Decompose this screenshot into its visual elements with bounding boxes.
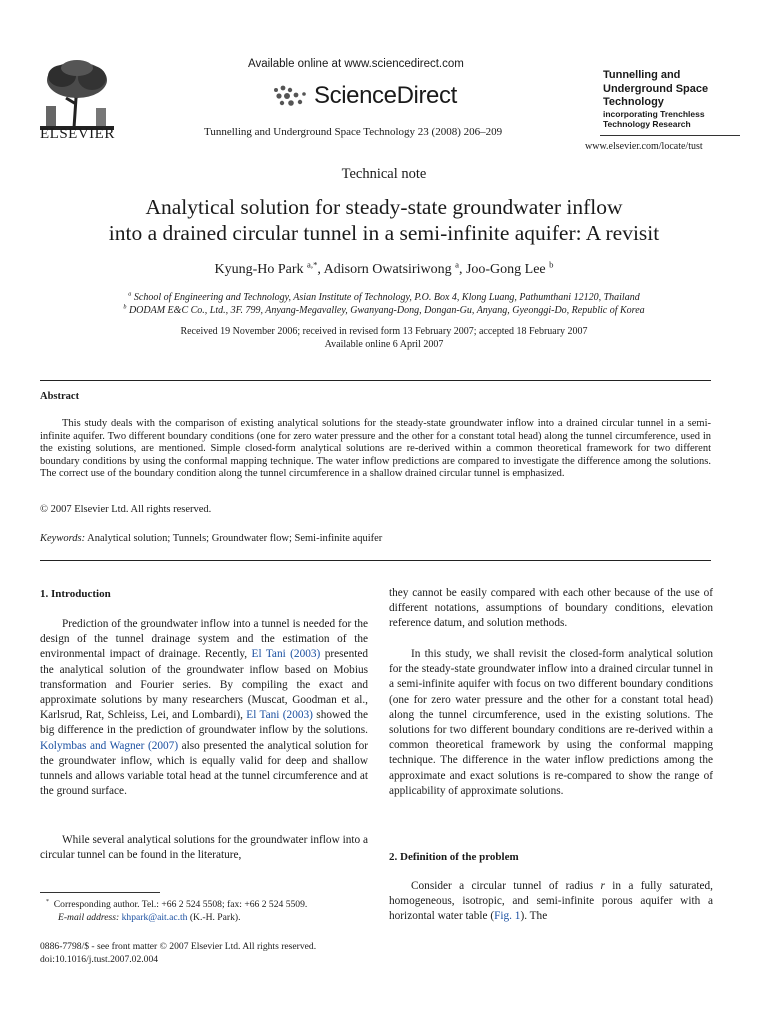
footnote-mark: * — [46, 898, 49, 905]
author-name[interactable]: Kyung-Ho Park — [214, 262, 304, 277]
footnote-corresponding — [46, 899, 307, 912]
text-run: in a fully saturated, homogeneous, isotropic, and semi-infinite porous aquifer with a horizontal water table ( — [389, 880, 713, 923]
text-run: ). The — [520, 910, 548, 923]
right-paragraph-2 — [389, 647, 713, 799]
author-name[interactable]: Joo-Gong Lee — [465, 262, 546, 277]
figure-link[interactable]: Fig. 1 — [494, 910, 521, 923]
text-run: showed the big difference in the prediction of groundwater inflow by the solutions. — [40, 709, 368, 737]
journal-title: Tunnelling and Underground Space Technology — [603, 69, 709, 108]
received-dates: Received 19 November 2006; received in revised form 13 February 2007; accepted 18 February 2007 — [180, 326, 588, 337]
email-link[interactable]: khpark@ait.ac.th — [121, 912, 188, 923]
affiliation-mark: a — [128, 290, 132, 298]
elsevier-tree-logo — [40, 58, 114, 130]
journal-url[interactable]: www.elsevier.com/locate/tust — [585, 141, 703, 152]
doi-line[interactable]: doi:10.1016/j.tust.2007.02.004 — [40, 954, 159, 965]
left-paragraph-2 — [40, 833, 368, 863]
author-affiliation-mark: b — [549, 259, 554, 270]
paragraph: they cannot be easily compared with each other because of the use of different notations, assumptions of boundary conditions, elevation reference datum, and solution methods. — [389, 587, 713, 630]
paragraph: While several analytical solutions for the groundwater inflow into a circular tunnel can be found in the literature, — [40, 834, 368, 862]
paragraph — [40, 617, 368, 799]
abstract-heading: Abstract — [40, 391, 80, 402]
author-affiliation-mark: a,* — [307, 259, 318, 270]
keywords-list: Analytical solution; Tunnels; Groundwater flow; Semi-infinite aquifer — [87, 533, 383, 544]
abstract-bottom-rule — [40, 560, 711, 561]
paragraph: In this study, we shall revisit the closed-form analytical solution for the steady-state groundwater inflow into a drained circular tunnel in a semi-infinite aquifer with focus on two different boundary conditions (one for zero water pressure and the other for a constant total head) along the tunnel circumference, used in the existing solutions. The solutions for two different boundary conditions are re-derived within a common theoretical framework by using the conformal mapping technique. The difference in the water inflow predictions among the approximate and exact solutions is re-compared to show the range of applicability of approximate solutions. — [389, 648, 713, 797]
paragraph — [389, 879, 713, 925]
affiliation-a — [0, 292, 768, 303]
journal-rule — [600, 135, 740, 136]
keywords — [40, 533, 382, 544]
footnote-rule — [40, 892, 160, 893]
text-run: Consider a circular tunnel of radius — [411, 880, 601, 892]
author-name[interactable]: Adisorn Owatsiriwong — [323, 262, 452, 277]
author-affiliation-mark: a — [455, 259, 459, 270]
article-type: Technical note — [341, 166, 427, 182]
abstract-text: This study deals with the comparison of existing analytical solutions for the steady-state groundwater inflow into a drained circular tunnel in a semi-infinite aquifer. Two different boundary conditions (one for zero water pressure and the other for a constant total head) along the tunnel circumference, used in the existing solutions, are mentioned. Simple closed-form analytical solutions are re-derived within a common theoretical framework for two different boundary conditions by using the conformal mapping technique. The water inflow predictions are compared to investigate the difference among the solutions. The correct use of the boundary condition along the tunnel circumference in a shallow drained circular tunnel is emphasized. — [40, 418, 711, 480]
author-list: Kyung-Ho Park $^{a,*}$, Adisorn Owatsiriwong $^a$, Joo-Gong Lee $^b$ — [214, 259, 554, 277]
text-run: also presented the analytical solution for the groundwater inflow, which is equally valid for deep and shallow tunnels and allows variable total head at the tunnel circumference and at the ground surface. — [40, 739, 369, 798]
reference-link[interactable]: Kolymbas and Wagner (2007) — [40, 739, 179, 752]
sciencedirect-dots-icon — [270, 82, 310, 108]
abstract-copyright: © 2007 Elsevier Ltd. All rights reserved. — [40, 504, 212, 515]
right-paragraph-3 — [389, 879, 713, 925]
reference-link[interactable]: El Tani (2003) — [251, 648, 321, 661]
right-paragraph-continued — [389, 586, 713, 632]
sciencedirect-logo-text: ScienceDirect — [314, 82, 457, 109]
section-2-heading: 2. Definition of the problem — [389, 851, 519, 863]
journal-subtitle: incorporating Trenchless Technology Research — [603, 109, 705, 129]
text-run: presented the analytical solution of the groundwater inflow based on Mobius transformation and Fourier series. By compiling the exact and approximate solutions by many researchers (Muscat, Goodman et al., Karlsrud, Rat, Schleiss, Lei, and Lombardi), — [40, 648, 369, 722]
email-suffix: (K.-H. Park). — [189, 912, 241, 923]
math-symbol: r — [600, 880, 605, 892]
keywords-label: Keywords: — [40, 533, 86, 544]
article-title-line-1: Analytical solution for steady-state groundwater inflow — [145, 195, 623, 219]
footnote-email — [58, 912, 240, 925]
footnote-text: Corresponding author. Tel.: +66 2 524 5508; fax: +66 2 524 5509. — [53, 899, 308, 910]
text-run: Prediction of the groundwater inflow into a tunnel is needed for the design of the tunnel drainage system and the estimation of the environmental impact of drainage. Recently, — [40, 618, 368, 661]
affiliation-mark: b — [123, 303, 127, 311]
article-title-line-2: into a drained circular tunnel in a semi-infinite aquifer: A revisit — [108, 221, 660, 245]
affiliation-b — [0, 305, 768, 316]
affiliation-text: DODAM E&C Co., Ltd., 3F. 799, Anyang-Megavalley, Gwanyang-Dong, Dongan-Gu, Anyang, Gyeonggi-Do, Republic of Korea — [128, 305, 645, 316]
abstract-top-rule — [40, 380, 711, 381]
available-online-text[interactable]: Available online at www.sciencedirect.com — [248, 58, 464, 70]
section-1-heading: 1. Introduction — [40, 588, 111, 600]
journal-citation: Tunnelling and Underground Space Technology 23 (2008) 206–209 — [204, 126, 503, 138]
issn-line: 0886-7798/$ - see front matter © 2007 Elsevier Ltd. All rights reserved. — [40, 941, 317, 952]
publisher-name: ELSEVIER — [40, 126, 115, 142]
affiliation-text: School of Engineering and Technology, Asian Institute of Technology, P.O. Box 4, Klong Luang, Pathumthani 12120, Thailand — [133, 292, 640, 303]
left-paragraph-1 — [40, 617, 368, 799]
email-label: E-mail address: — [58, 912, 120, 923]
available-online-date: Available online 6 April 2007 — [324, 339, 444, 350]
reference-link[interactable]: El Tani (2003) — [246, 709, 313, 722]
